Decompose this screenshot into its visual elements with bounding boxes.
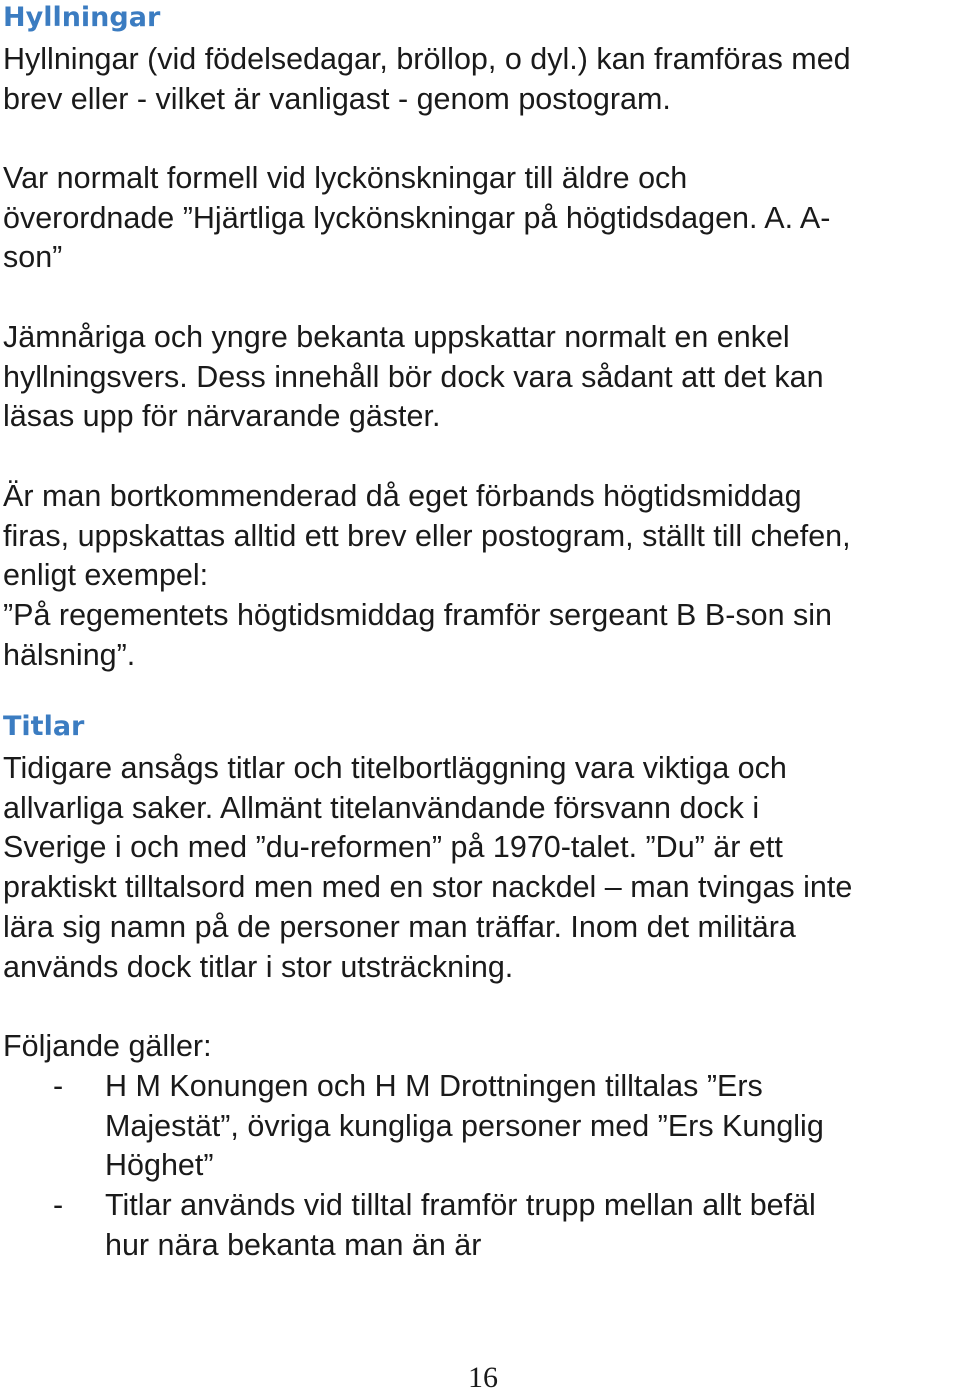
text-line: brev eller - vilket är vanligast - genom postogram.: [3, 81, 671, 116]
text-line: Hyllningar (vid födelsedagar, bröllop, o dyl.) kan framföras med: [3, 42, 851, 76]
paragraph-formal-wishes: [3, 159, 960, 278]
page-number: 16: [468, 1361, 498, 1394]
titles-rules-list: [0, 1067, 960, 1266]
text-line: ”På regementets högtidsmiddag framför sergeant B B-son sin: [3, 598, 832, 633]
text-line: praktiskt tilltalsord men med en stor nackdel – man tvingas inte: [3, 870, 853, 905]
text-line: Majestät”, övriga kungliga personer med ”Ers Kunglig: [105, 1108, 824, 1143]
text-line: Tidigare ansågs titlar och titelbortläggning vara viktiga och: [3, 751, 787, 785]
paragraph-titles-history: [3, 749, 960, 987]
paragraph-rules-intro: [3, 1027, 960, 1067]
text-line: H M Konungen och H M Drottningen tilltalas ”Ers: [105, 1069, 763, 1103]
text-line: Följande gäller:: [3, 1029, 212, 1063]
text-line: Jämnåriga och yngre bekanta uppskattar normalt en enkel: [3, 320, 790, 354]
list-item: [0, 1067, 960, 1186]
text-line: lära sig namn på de personer man träffar. Inom det militära: [3, 909, 796, 944]
text-line: Sverige i och med ”du-reformen” på 1970-talet. ”Du” är ett: [3, 830, 783, 865]
text-line: överordnade ”Hjärtliga lyckönskningar på högtidsdagen. A. A-: [3, 200, 831, 235]
section-heading-hyllningar: Hyllningar: [3, 2, 161, 33]
text-line: Titlar används vid tilltal framför trupp mellan allt befäl: [105, 1188, 816, 1223]
text-line: firas, uppskattas alltid ett brev eller postogram, ställt till chefen,: [3, 518, 851, 553]
text-line: Var normalt formell vid lyckönskningar till äldre och: [3, 161, 688, 195]
paragraph-hyllningar-intro: [3, 40, 960, 119]
list-bullet: -: [53, 1188, 64, 1223]
text-line: hyllningsvers. Dess innehåll bör dock vara sådant att det kan: [3, 359, 824, 394]
paragraph-away-on-duty: [3, 477, 960, 676]
text-line: enligt exempel:: [3, 558, 209, 593]
paragraph-peers-verse: [3, 318, 960, 437]
text-line: hur nära bekanta man än är: [105, 1227, 482, 1262]
text-line: läsas upp för närvarande gäster.: [3, 399, 441, 434]
text-line: hälsning”.: [3, 637, 136, 672]
text-line: Är man bortkommenderad då eget förbands högtidsmiddag: [3, 479, 802, 513]
list-item: [0, 1186, 960, 1265]
text-line: son”: [3, 240, 63, 275]
list-bullet: -: [53, 1069, 64, 1103]
text-line: allvarliga saker. Allmänt titelanvändande försvann dock i: [3, 790, 760, 825]
text-line: Höghet”: [105, 1148, 214, 1183]
section-heading-titlar: Titlar: [3, 711, 85, 742]
text-line: används dock titlar i stor utsträckning.: [3, 949, 514, 984]
